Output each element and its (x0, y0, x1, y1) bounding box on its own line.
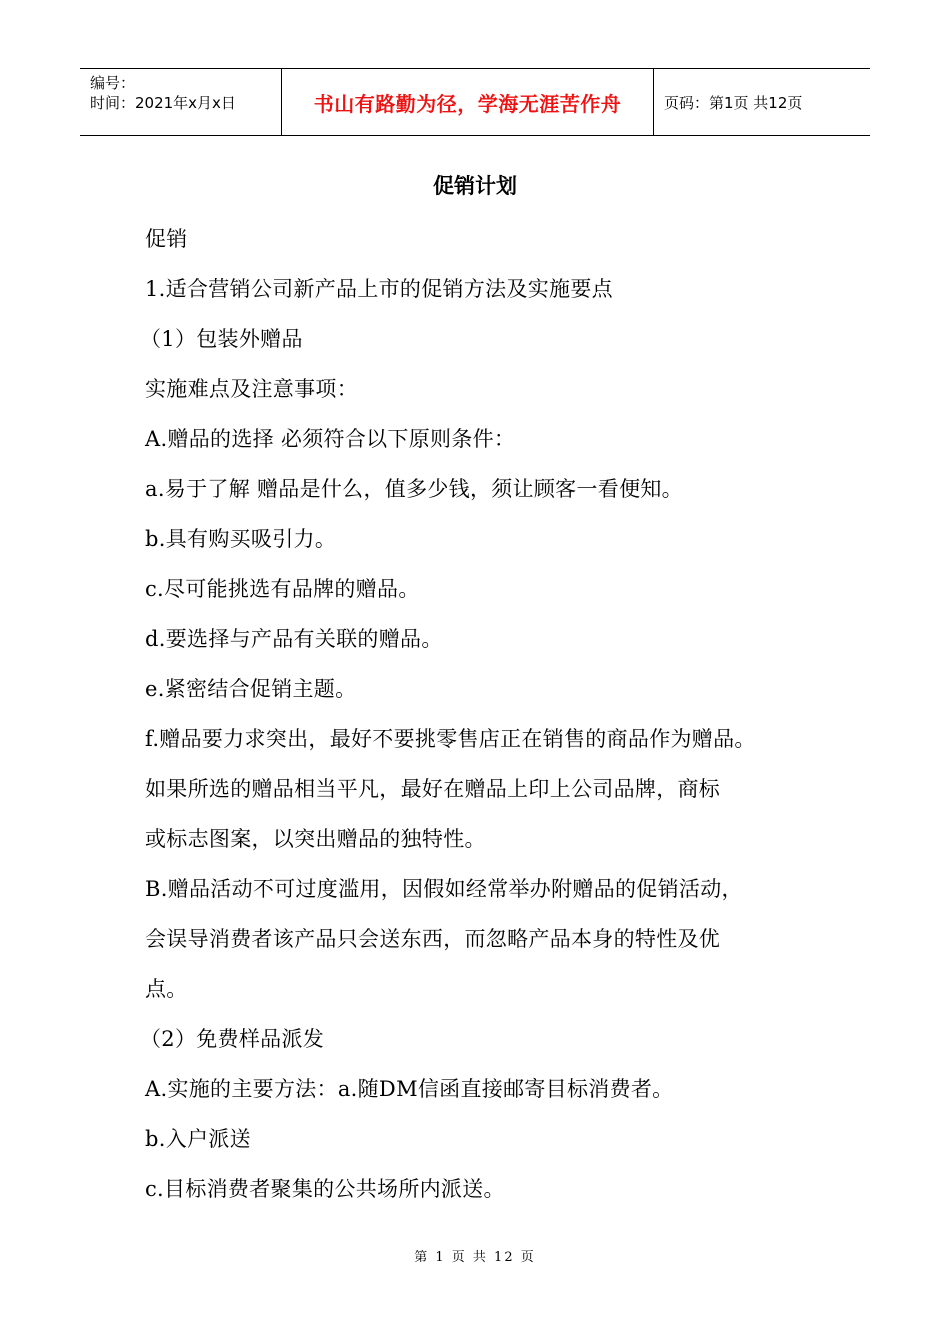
paragraph: a.易于了解 赠品是什么，值多少钱，须让顾客一看便知。 (145, 477, 683, 501)
header-page-cell (654, 69, 870, 135)
paragraph: A.实施的主要方法：a.随DM信函直接邮寄目标消费者。 (145, 1077, 674, 1101)
paragraph: 会误导消费者该产品只会送东西，而忽略产品本身的特性及优 (145, 927, 721, 951)
paragraph: B.赠品活动不可过度滥用，因假如经常举办附赠品的促销活动， (145, 877, 743, 901)
paragraph: （1）包装外赠品 (140, 327, 303, 351)
document-body (140, 214, 835, 1214)
header-meta-cell (80, 69, 282, 135)
paragraph: 实施难点及注意事项： (145, 377, 358, 401)
paragraph: b.具有购买吸引力。 (145, 527, 337, 551)
paragraph: 1.适合营销公司新产品上市的促销方法及实施要点 (145, 277, 613, 301)
header-motto-cell (282, 69, 654, 135)
paragraph: e.紧密结合促销主题。 (145, 677, 357, 701)
paragraph: 如果所选的赠品相当平凡，最好在赠品上印上公司品牌，商标 (145, 777, 721, 801)
paragraph: f.赠品要力求突出，最好不要挑零售店正在销售的商品作为赠品。 (145, 727, 756, 751)
paragraph: （2）免费样品派发 (140, 1027, 325, 1051)
header-page-info: 页码：第1页 共12页 (664, 93, 803, 112)
number-label: 编号： (90, 74, 136, 92)
header-motto: 书山有路勤为径，学海无涯苦作舟 (313, 91, 622, 116)
paragraph: 点。 (145, 977, 188, 1001)
paragraph: A.赠品的选择 必须符合以下原则条件： (145, 427, 516, 451)
paragraph: b.入户派送 (145, 1127, 251, 1151)
paragraph: c.目标消费者聚集的公共场所内派送。 (145, 1177, 505, 1201)
paragraph: c.尽可能挑选有品牌的赠品。 (145, 577, 420, 601)
paragraph: 促销 (145, 227, 188, 251)
page-footer: 第 1 页 共 12 页 (414, 1250, 536, 1265)
paragraph: d.要选择与产品有关联的赠品。 (145, 627, 443, 651)
document-title: 促销计划 (433, 174, 517, 198)
document-header (80, 68, 870, 136)
paragraph: 或标志图案，以突出赠品的独特性。 (145, 827, 486, 851)
time-label: 时间：2021年x月x日 (90, 94, 236, 112)
